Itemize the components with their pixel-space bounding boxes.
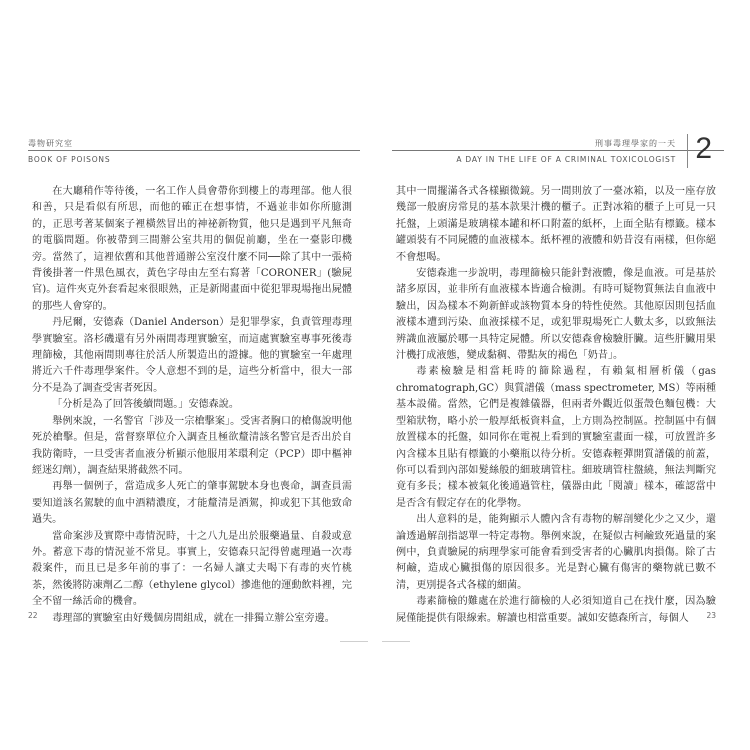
paragraph: 丹尼爾，安德森（Daniel Anderson）是犯罪學家，負責管理毒理學實驗室。洛杉磯還有另外兩間毒理實驗室，而這處實驗室專事死後毒理篩檢，其他兩間則專往於活人所製造出的證據。他的實驗室一年處理將近六千件毒理學案件。令人意想不到的是，這些分析當中，很大一部分不是為了調查受害者死因。 bbox=[32, 317, 352, 394]
body-text-left bbox=[32, 184, 352, 627]
running-header-chinese: 毒物研究室 bbox=[28, 139, 73, 148]
paragraph: 其中一間擺滿各式各樣顯微鏡。另一間則放了一臺冰箱，以及一座存放幾部一般廚房常見的基本款果汁機的櫃子。正對冰箱的櫃子上可見一只托盤，上頭滿是玻璃樣本罐和杯口附蓋的紙杯，上面全貼有標籤。樣本罐頭裝有不同屍體的血液樣本。紙杯裡的液體和奶昔沒有兩樣，但你絕不會想喝。 bbox=[396, 186, 716, 263]
body-text-right bbox=[396, 184, 716, 627]
paragraph: 「分析是為了回答後續問題。」安德森說。 bbox=[52, 399, 239, 411]
left-page bbox=[28, 0, 360, 750]
paragraph: 在大廳稍作等待後，一名工作人員會帶你到樓上的毒理部。他人很和善，只是看似有所思，而他的確正在想事情，不過並非如你所臆測的，正思考著某個案子裡橫然冒出的神祕新物質，他只是遇到平凡無奇的電腦問題。你被帶到三間辦公室共用的個促前廳，坐在一臺影印機旁。當然了，這裡依舊和其他普通辦公室沒什麼不同──除了其中一張椅背後掛著一件黑色風衣，黃色字母由左至右寫著「CORONER」(驗屍官)。這件夾克外套看起來很眼熟，正是新聞畫面中從犯罪現場拖出屍體的那些人會穿的。 bbox=[32, 186, 352, 312]
header-rule bbox=[392, 150, 724, 151]
paragraph: 當命案涉及實際中毒情況時，十之八九是出於服藥過量、自殺或意外。蓄意下毒的情況並不常見。事實上，安德森只記得曾處理過一次毒殺案件，而且已是多年前的事了：一名婦人讓丈夫喝下有毒的夾竹桃茶，然後將防凍劑乙二醇（ethylene glycol）摻進他的運動飲料裡，完全不留一絲活命的機會。 bbox=[32, 530, 352, 608]
running-header-chinese: 刑事毒理學家的一天 bbox=[595, 139, 676, 148]
page-number: 23 bbox=[706, 611, 716, 620]
spread-bottom-rule bbox=[340, 641, 368, 642]
paragraph: 出人意料的是，能夠顯示人體內含有毒物的解剖變化少之又少，還論透過解剖指認單一特定毒物。舉例來說，在疑似古柯鹼致死過量的案例中，負責驗屍的病理學家可能會看到受害者的心臟肌肉損傷。除了古柯鹼，造成心臟損傷的原因很多。光是對心臟有傷害的藥物就已數不清，更別提各式各樣的細菌。 bbox=[396, 514, 716, 591]
spread-bottom-rule bbox=[382, 641, 410, 642]
paragraph: 毒素篩檢的難處在於進行篩檢的人必須知道自己在找什麼，因為驗屍僅能提供有限線索。解讀也相當重要。誠如安德森所言，每個人 bbox=[396, 596, 716, 624]
right-page bbox=[392, 0, 724, 750]
page-number: 22 bbox=[28, 611, 38, 620]
running-header-english: A DAY IN THE LIFE OF A CRIMINAL TOXICOLOGIST bbox=[456, 155, 676, 164]
paragraph: 再舉一個例子，當造成多人死亡的肇事駕駛本身也喪命，調查員需要知道該名駕駛的血中酒精濃度，才能釐清是酒駕，抑或犯下其他致命過失。 bbox=[32, 481, 352, 526]
paragraph: 毒理部的實驗室由好幾個房間組成，就在一排獨立辦公室旁邊。 bbox=[52, 612, 335, 624]
paragraph: 毒素檢驗是相當耗時的篩除過程，有賴氣相層析儀（gas chromatograph,GC）與質譜儀（mass spectrometer, MS）等兩種基本設備。當然，它們是複雜儀器，但兩者外觀近似蛋殼色麵包機：大型箱狀物，略小於一般厚紙板資料盒，上方則為控制區。控制區中有個放置樣本的托盤，如同你在電視上看到的實驗室畫面一樣，可放置許多內含樣本且貼有標籤的小藥瓶以待分析。安德森輕彈開質譜儀的前蓋，你可以看到內部如髮絲般的細玻璃管柱。細玻璃管柱盤繞，無法判斷究竟有多長；樣本被氣化後通過管柱，儀器由此「閱讀」樣本，確認當中是否含有假定存在的化學物。 bbox=[396, 366, 716, 509]
paragraph: 舉例來說，一名警官「涉及一宗槍擊案」。受害者胸口的槍傷說明他死於槍擊。但是，當督察單位介入調查且極欲釐清該名警官是否出於自我防衛時，一旦受害者血液分析顯示他服用苯環利定（PCP）即中樞神經迷幻劑），調查結果將截然不同。 bbox=[32, 415, 352, 476]
running-header-english: BOOK OF POISONS bbox=[28, 155, 111, 164]
paragraph: 安德森進一步說明，毒理篩檢只能針對液體，像是血液。可是基於諸多原因，並非所有血液樣本皆適合檢測。有時可疑物質無法自血液中驗出，因為樣本不夠新鮮或該物質本身的特性使然。其他原因則包括血液樣本遭到污染、血液採樣不足，或犯罪現場死亡人數太多，以致無法辨識血液屬於哪一具特定屍體。所以安德森會檢驗肝臟。這些肝臟用果汁機打成液態，變成黏稠、帶點灰的褐色「奶昔」。 bbox=[396, 268, 716, 362]
header-rule bbox=[28, 150, 360, 151]
chapter-number: 2 bbox=[695, 132, 712, 165]
chapter-divider bbox=[687, 134, 688, 168]
